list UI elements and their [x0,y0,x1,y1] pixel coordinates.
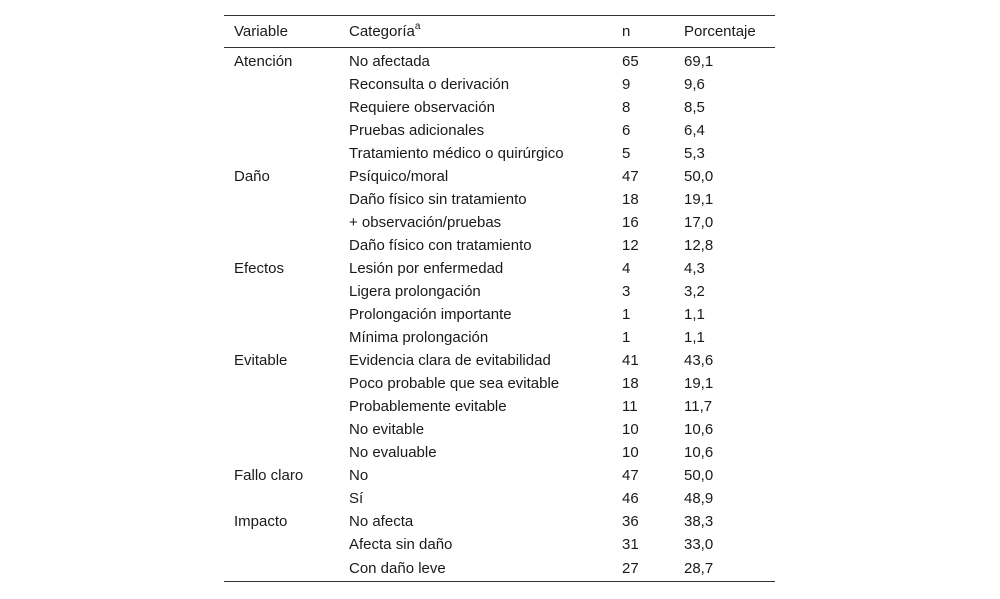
cell-categoria: Sí [349,490,364,507]
cell-n: 1 [622,329,631,346]
cell-categoria: Pruebas adicionales [349,122,485,139]
cell-categoria: Lesión por enfermedad [349,260,504,277]
cell-porcentaje: 50,0 [684,168,714,185]
table-row [224,395,775,418]
cell-variable [224,211,339,234]
header-porcentaje: Porcentaje [684,23,756,40]
table-row [224,96,775,119]
cell-n: 27 [612,556,674,582]
cell-variable: Atención [234,53,293,70]
cell-porcentaje: 5,3 [684,145,705,162]
table-row [224,349,775,372]
cell-variable: Efectos [234,260,285,277]
cell-porcentaje: 48,9 [684,490,714,507]
cell-n: 18 [622,191,639,208]
cell-porcentaje: 1,1 [684,329,705,346]
cell-categoria: Poco probable que sea evitable [349,375,560,392]
cell-porcentaje: 50,0 [684,467,714,484]
table-header [224,16,775,48]
cell-variable [224,73,339,96]
table-row [224,533,775,556]
cell-variable [224,326,339,349]
cell-n: 47 [622,467,639,484]
cell-n: 46 [622,490,639,507]
cell-variable [224,142,339,165]
cell-categoria: No evitable [349,421,425,438]
cell-variable [224,556,339,582]
cell-categoria: Mínima prolongación [349,329,489,346]
cell-porcentaje: 8,5 [684,99,705,116]
table-row [224,326,775,349]
header-n: n [622,23,631,40]
cell-porcentaje: 38,3 [684,513,714,530]
cell-n: 9 [622,76,631,93]
cell-categoria: Psíquico/moral [349,168,449,185]
cell-categoria: Evidencia clara de evitabilidad [349,352,551,369]
cell-porcentaje: 19,1 [684,191,714,208]
cell-porcentaje: 12,8 [684,237,714,254]
cell-n: 41 [622,352,639,369]
cell-n: 36 [622,513,639,530]
cell-categoria: Prolongación importante [349,306,512,323]
cell-n: 4 [622,260,631,277]
cell-categoria: No afecta [349,513,414,530]
cell-porcentaje: 1,1 [684,306,705,323]
cell-porcentaje: 69,1 [684,53,714,70]
cell-variable [224,533,339,556]
cell-variable [224,441,339,464]
header-row [224,16,775,48]
cell-n: 18 [622,375,639,392]
results-table [224,15,775,582]
table-row [224,418,775,441]
cell-porcentaje: 9,6 [684,76,705,93]
cell-n: 10 [622,421,639,438]
table-row [224,119,775,142]
cell-porcentaje: 10,6 [684,444,714,461]
cell-categoria: Reconsulta o derivación [349,76,510,93]
cell-porcentaje: 19,1 [684,375,714,392]
cell-porcentaje: 33,0 [684,536,714,553]
cell-n: 8 [622,99,631,116]
table-row [224,211,775,234]
footnote-marker: a [414,21,421,32]
cell-variable [224,395,339,418]
cell-n: 3 [622,283,631,300]
cell-categoria: Ligera prolongación [349,283,481,300]
cell-porcentaje: 3,2 [684,283,705,300]
cell-variable [224,372,339,395]
cell-categoria: Probablemente evitable [349,398,507,415]
table-row [224,280,775,303]
table-row [224,556,775,582]
cell-porcentaje: 17,0 [684,214,714,231]
table-row [224,234,775,257]
cell-categoria: Afecta sin daño [349,536,453,553]
table-row [224,188,775,211]
cell-variable [224,234,339,257]
cell-n: 6 [622,122,631,139]
table-row [224,487,775,510]
cell-categoria: Daño físico sin tratamiento [349,191,527,208]
cell-variable: Fallo claro [234,467,304,484]
table-row [224,464,775,487]
table-row [224,510,775,533]
cell-categoria: Requiere observación [349,99,495,116]
cell-categoria: No afectada [349,53,430,70]
cell-categoria: Tratamiento médico o quirúrgico [349,145,564,162]
cell-n: 65 [622,53,639,70]
cell-n: 12 [622,237,639,254]
data-table-container [224,15,775,582]
cell-variable [224,96,339,119]
table-row [224,441,775,464]
header-categoria [339,16,612,48]
cell-porcentaje: 4,3 [684,260,705,277]
cell-n: 5 [622,145,631,162]
cell-n: 47 [622,168,639,185]
cell-variable [224,303,339,326]
cell-variable: Daño [234,168,270,185]
table-row [224,48,775,74]
cell-porcentaje: 43,6 [684,352,714,369]
cell-n: 10 [622,444,639,461]
cell-categoria: No [349,467,369,484]
table-body [224,48,775,582]
cell-porcentaje: 28,7 [674,556,775,582]
cell-n: 31 [622,536,639,553]
cell-n: 16 [622,214,639,231]
cell-variable: Impacto [234,513,288,530]
table-row [224,372,775,395]
cell-categoria: No evaluable [349,444,437,461]
header-variable: Variable [234,23,288,40]
table-row [224,165,775,188]
cell-porcentaje: 11,7 [684,398,713,415]
cell-variable [224,280,339,303]
table-row [224,73,775,96]
cell-categoria: + observación/pruebas [349,214,502,231]
header-categoria-label: Categoría [349,23,415,40]
cell-categoria: Con daño leve [339,556,612,582]
cell-porcentaje: 6,4 [684,122,705,139]
cell-variable [224,418,339,441]
cell-porcentaje: 10,6 [684,421,714,438]
cell-categoria: Daño físico con tratamiento [349,237,532,254]
cell-n: 1 [622,306,631,323]
table-row [224,303,775,326]
cell-variable: Evitable [234,352,288,369]
cell-variable [224,188,339,211]
table-row [224,142,775,165]
cell-variable [224,119,339,142]
cell-variable [224,487,339,510]
table-row [224,257,775,280]
cell-n: 11 [622,398,638,415]
